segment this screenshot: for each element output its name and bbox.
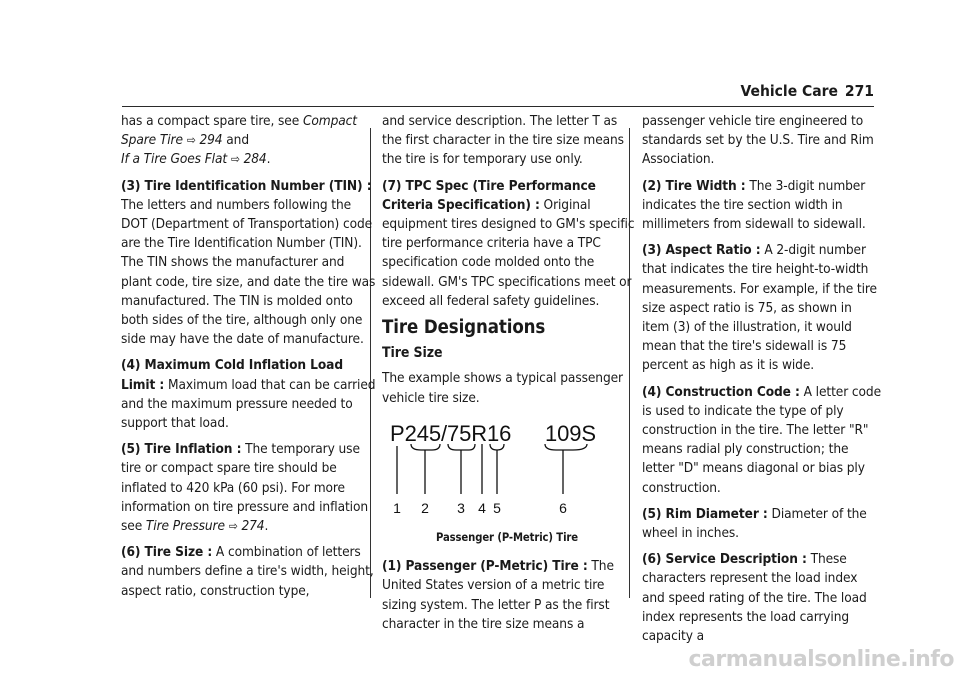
term-tin: (3) Tire Identification Number (TIN) :: [121, 177, 372, 194]
column-middle: [382, 112, 640, 641]
paragraph-rim-diameter: (5) Rim Diameter : Diameter of the wheel in inches.: [642, 505, 867, 542]
paragraph-tin: (3) Tire Identification Number (TIN) : The letters and numbers following the DOT (Department of Transportation) code are the Tire Identification Number (TIN). The TIN shows the manufacturer and plant code, tire size, and date the tire was manufactured. The TIN is molded onto both sides of the tire, although only one side may have the date of manufacture.: [121, 177, 376, 348]
term-tire-size: (6) Tire Size :: [121, 544, 213, 561]
column-right: [642, 112, 882, 653]
figure-callout-lines: [397, 444, 587, 494]
callout-5: 5: [493, 499, 501, 516]
section-title: Vehicle Care: [740, 82, 838, 100]
paragraph-max-load: (4) Maximum Cold Inflation Load Limit : Maximum load that can be carried and the maximum pressure needed to support that load.: [121, 357, 376, 432]
paragraph-tire-inflation: (5) Tire Inflation : The temporary use tire or compact spare tire should be inflated to 420 kPa (60 psi). For more information on tire pressure and inflation see Tire Pressure ⇨ 274.: [121, 441, 368, 535]
paragraph-passenger-vehicle: passenger vehicle tire engineered to standards set by the U.S. Tire and Rim Association.: [642, 113, 874, 168]
figure-caption: Passenger (P-Metric) Tire: [435, 531, 579, 545]
paragraph-spare-tire: has a compact spare tire, see Compact Spare Tire ⇨ 294 and If a Tire Goes Flat ⇨ 284.: [121, 113, 357, 168]
term-p-metric: (1) Passenger (P-Metric) Tire :: [382, 558, 588, 575]
page-ref-arrow-icon: ⇨: [230, 152, 240, 167]
callout-6: 6: [559, 499, 567, 516]
paragraph-aspect-ratio: (3) Aspect Ratio : A 2-digit number that indicates the tire height-to-width measurements. For example, if the tire size aspect ratio is 75, as shown in item (3) of the illustration, it would mean that the tire's sidewall is 75 percent as high as it is wide.: [642, 242, 877, 374]
paragraph-tire-width: (2) Tire Width : The 3-digit number indicates the tire section width in millimeters from sidewall to sidewall.: [642, 177, 866, 233]
header-rule: [122, 106, 874, 107]
paragraph-example-intro: The example shows a typical passenger vehicle tire size.: [382, 370, 623, 406]
site-watermark: carmanualsonline.info: [688, 647, 954, 672]
term-construction-code: (4) Construction Code :: [642, 383, 800, 400]
figure-size-code: P245/75R16: [390, 420, 512, 446]
page-number: 271: [844, 82, 874, 100]
page-ref-arrow-icon: ⇨: [186, 133, 196, 148]
term-service-description: (6) Service Description :: [642, 551, 807, 568]
paragraph-p-metric: (1) Passenger (P-Metric) Tire : The United States version of a metric tire sizing system. The letter P as the first character in the tire size means a: [382, 558, 614, 632]
page-header: [0, 82, 960, 112]
heading-tire-designations: Tire Designations: [382, 317, 546, 339]
paragraph-service-description: and service description. The letter T as the first character in the tire size means the tire is for temporary use only.: [382, 113, 624, 168]
link-tire-pressure[interactable]: Tire Pressure ⇨ 274: [145, 518, 265, 535]
page-ref-arrow-icon: ⇨: [228, 519, 238, 534]
column-left: [121, 112, 376, 608]
subheading-tire-size: Tire Size: [382, 345, 443, 362]
callout-4: 4: [478, 499, 486, 516]
paragraph-tpc-spec: (7) TPC Spec (Tire Performance Criteria Specification) : Original equipment tires designed to GM's specific tire performance criteria have a TPC specification code molded onto the sidewall. GM's TPC specifications meet or exceed all federal safety guidelines.: [382, 177, 635, 309]
paragraph-construction-code: (4) Construction Code : A letter code is used to indicate the type of ply construction in the tire. The letter "R" means radial ply construction; the letter "D" means diagonal or bias ply construction.: [642, 383, 881, 496]
link-if-a-tire-goes-flat[interactable]: If a Tire Goes Flat ⇨ 284: [121, 151, 267, 168]
callout-3: 3: [457, 499, 465, 516]
term-tire-inflation: (5) Tire Inflation :: [121, 441, 242, 458]
term-aspect-ratio: (3) Aspect Ratio :: [642, 242, 761, 259]
figure-service-code: 109S: [545, 420, 596, 446]
paragraph-tire-size: (6) Tire Size : A combination of letters and numbers define a tire's width, height, aspect ratio, construction type,: [121, 544, 374, 599]
link-compact-spare-tire[interactable]: Compact Spare Tire ⇨ 294: [121, 113, 357, 149]
term-rim-diameter: (5) Rim Diameter :: [642, 505, 768, 522]
term-tpc-spec: (7) TPC Spec (Tire Performance Criteria Specification) :: [382, 177, 596, 213]
tire-size-figure: [390, 420, 620, 518]
callout-1: 1: [393, 499, 401, 516]
callout-2: 2: [421, 499, 429, 516]
term-max-load: (4) Maximum Cold Inflation Load Limit :: [121, 357, 343, 393]
term-tire-width: (2) Tire Width :: [642, 177, 746, 194]
paragraph-service-desc: (6) Service Description : These characters represent the load index and speed rating of the tire. The load index represents the load carrying capacity a: [642, 551, 867, 645]
